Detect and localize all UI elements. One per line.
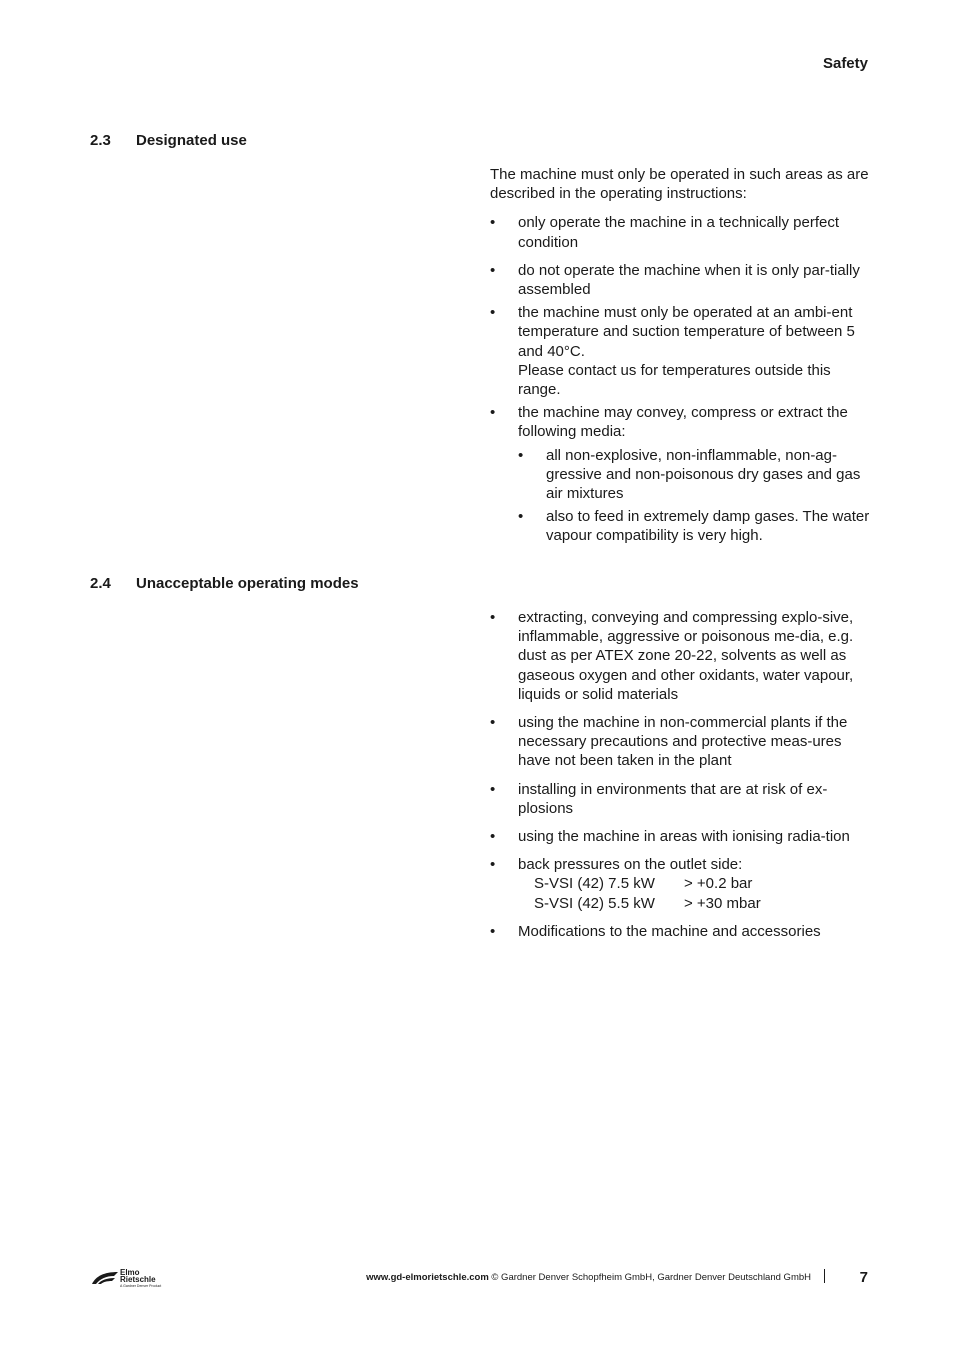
section-heading-unacceptable-modes [90, 575, 359, 592]
section-body-unacceptable-modes [490, 608, 875, 941]
section-number: 2.4 [90, 575, 111, 592]
sub-list-item: • all non-explosive, non-inflammable, non-ag-gressive and non-poisonous dry gases and gas air mixtures [518, 446, 875, 504]
list-item-text: back pressures on the outlet side: [518, 856, 743, 874]
pressure-model: S-VSI (42) 7.5 kW [534, 875, 655, 893]
pressure-row [518, 874, 875, 893]
list-item: • using the machine in areas with ionising radia-tion [490, 827, 875, 846]
list-item: • installing in environments that are at risk of ex-plosions [490, 780, 875, 818]
list-item [490, 303, 875, 399]
list-item: • extracting, conveying and compressing explo-sive, inflammable, aggressive or poisonous me-dia, e.g. dust as per ATEX zone 20-22, solvents as well as gaseous oxygen and other oxidants, water vapour, liquids or solid materials [490, 608, 875, 704]
section-title: Unacceptable operating modes [136, 575, 359, 592]
list-item: • do not operate the machine when it is only par-tially assembled [490, 261, 875, 299]
list-item: • using the machine in non-commercial plants if the necessary precautions and protective meas-ures have not been taken in the plant [490, 713, 875, 771]
logo-tagline: A Gardner Denver Product [120, 1284, 162, 1288]
list-item: • Modifications to the machine and accessories [490, 922, 875, 941]
section-heading-designated-use [90, 132, 247, 149]
pressure-row [518, 894, 875, 913]
header-title: Safety [822, 55, 868, 72]
section-body-designated-use [490, 165, 875, 550]
pressure-value: > +0.2 bar [684, 875, 753, 893]
intro-paragraph: The machine must only be operated in such areas as are described in the operating instructions: [490, 166, 869, 203]
list-item-text: the machine must only be operated at an ambi-ent temperature and suction temperature of between 5 and 40°C. [518, 304, 855, 360]
footer-divider [824, 1269, 825, 1283]
page-number: 7 [859, 1269, 868, 1286]
section-title: Designated use [136, 132, 247, 149]
footer-copyright: © Gardner Denver Schopfheim GmbH, Gardner Denver Deutschland GmbH [488, 1272, 811, 1283]
section-number: 2.3 [90, 132, 111, 149]
logo-text [120, 1269, 156, 1283]
list-item-note: Please contact us for temperatures outside this range. [518, 361, 831, 399]
list-item [490, 403, 875, 545]
logo-line: Elmo [120, 1268, 140, 1277]
pressure-value: > +30 mbar [684, 894, 761, 912]
list-item-text: the machine may convey, compress or extract the following media: [518, 404, 848, 441]
footer-url[interactable]: www.gd-elmorietschle.com [366, 1272, 489, 1283]
sub-bullet-list [518, 446, 875, 546]
logo-line: Rietschle [120, 1275, 156, 1284]
footer-text [366, 1272, 811, 1283]
bullet-list [490, 213, 875, 545]
list-item [490, 855, 875, 913]
logo-swoosh-icon [90, 1270, 120, 1286]
list-item: • only operate the machine in a technically perfect condition [490, 213, 875, 251]
brand-logo [90, 1268, 170, 1290]
pressure-model: S-VSI (42) 5.5 kW [534, 894, 655, 912]
bullet-list [490, 608, 875, 941]
sub-list-item: • also to feed in extremely damp gases. The water vapour compatibility is very high. [518, 507, 875, 545]
